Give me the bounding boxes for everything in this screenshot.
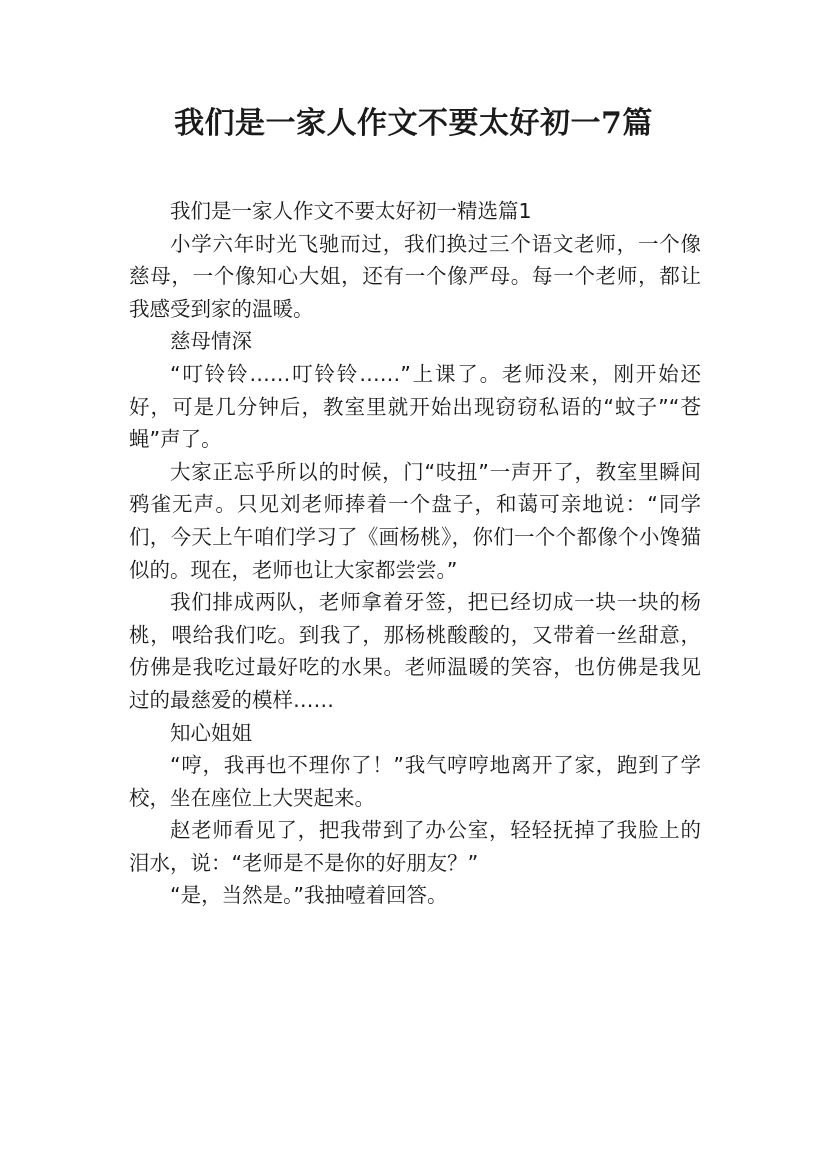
document-body	[129, 195, 701, 912]
paragraph: “叮铃铃……叮铃铃……”上课了。老师没来，刚开始还好，可是几分钟后，教室里就开始出现窃窃私语的“蚊子”“苍蝇”声了。	[129, 361, 701, 452]
sub-heading: 慈母情深	[170, 329, 252, 354]
document-title: 我们是一家人作文不要太好初一7篇	[174, 106, 653, 141]
section-heading: 我们是一家人作文不要太好初一精选篇1	[170, 199, 532, 223]
paragraph: “哼，我再也不理你了！”我气哼哼地离开了家，跑到了学校，坐在座位上大哭起来。	[129, 753, 701, 810]
paragraph: 大家正忘乎所以的时候，门“吱扭”一声开了，教室里瞬间鸦雀无声。只见刘老师捧着一个盘子，和蔼可亲地说：“同学们，今天上午咱们学习了《画杨桃》，你们一个个都像个小馋猫似的。现在，老师也让大家都尝尝。”	[129, 459, 701, 582]
paragraph: 小学六年时光飞驰而过，我们换过三个语文老师，一个像慈母，一个像知心大姐，还有一个像严母。每一个老师，都让我感受到家的温暖。	[129, 231, 701, 321]
paragraph: 赵老师看见了，把我带到了办公室，轻轻抚掉了我脸上的泪水，说：“老师是不是你的好朋友？”	[129, 818, 701, 875]
paragraph: 我们排成两队，老师拿着牙签，把已经切成一块一块的杨桃，喂给我们吃。到我了，那杨桃酸酸的，又带着一丝甜意，仿佛是我吃过最好吃的水果。老师温暖的笑容，也仿佛是我见过的最慈爱的模样……	[129, 590, 701, 712]
sub-heading: 知心姐姐	[170, 720, 252, 745]
paragraph: “是，当然是。”我抽噎着回答。	[170, 883, 448, 908]
